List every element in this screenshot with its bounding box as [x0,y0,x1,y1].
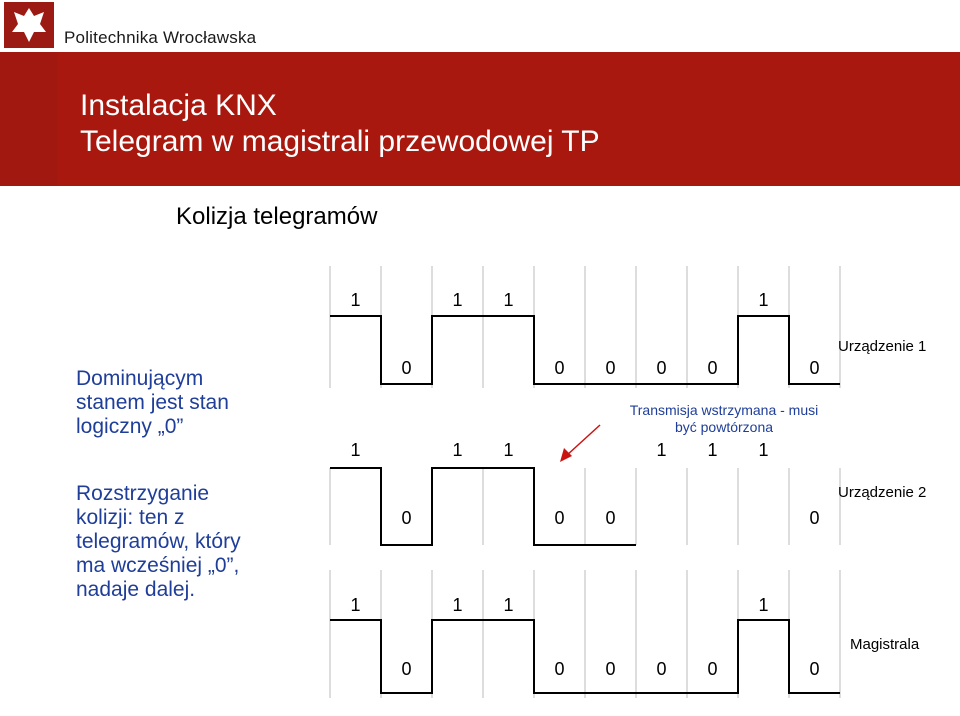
device2-bit-label: 0 [401,508,412,528]
device2-bit-label: 1 [503,440,514,460]
interruption-arrow [566,425,600,456]
device2-bit-label: 1 [758,440,769,460]
interruption-note: Transmisja wstrzymana - musi być powtórzona [629,402,819,435]
bus-bit-label: 0 [809,659,820,679]
dominant-state-note: Dominującym stanem jest stan logiczny „0” [76,367,229,438]
collision-resolution-note: Rozstrzyganie kolizji: ten z telegramów, który ma wcześniej „0”, nadaje dalej. [76,482,241,601]
device2-bit-label: 1 [350,440,361,460]
interruption-arrow-head [560,448,572,462]
bus-bit-label: 1 [503,595,514,615]
university-name: Politechnika Wrocławska [64,28,257,47]
device1-bit-label: 1 [452,290,463,310]
device1-bit-label: 0 [809,358,820,378]
bus-bit-label: 0 [401,659,412,679]
device1-label: Urządzenie 1 [838,338,927,355]
bus-bit-label: 1 [758,595,769,615]
device1-bit-label: 1 [503,290,514,310]
bus-bit-label: 0 [554,659,565,679]
bus-bit-label: 1 [350,595,361,615]
bus-bit-label: 0 [656,659,667,679]
device2-bit-label: 0 [554,508,565,528]
device1-bit-label: 1 [758,290,769,310]
bus-bit-label: 1 [452,595,463,615]
device1-bit-label: 1 [350,290,361,310]
device2-bit-label: 1 [656,440,667,460]
device2-bit-label: 1 [707,440,718,460]
device1-bit-label: 0 [401,358,412,378]
device2-bit-label: 0 [809,508,820,528]
device1-bit-label: 0 [605,358,616,378]
device2-label: Urządzenie 2 [838,484,927,501]
bus-bit-label: 0 [605,659,616,679]
slide-subtitle: Kolizja telegramów [176,203,378,230]
slide-title: Instalacja KNX Telegram w magistrali przewodowej TP [80,89,600,158]
device1-bit-label: 0 [554,358,565,378]
bus-bit-label: 0 [707,659,718,679]
device1-bit-label: 0 [656,358,667,378]
bus-label: Magistrala [850,636,920,653]
device2-bit-label: 0 [605,508,616,528]
device1-bit-label: 0 [707,358,718,378]
device2-bit-label: 1 [452,440,463,460]
